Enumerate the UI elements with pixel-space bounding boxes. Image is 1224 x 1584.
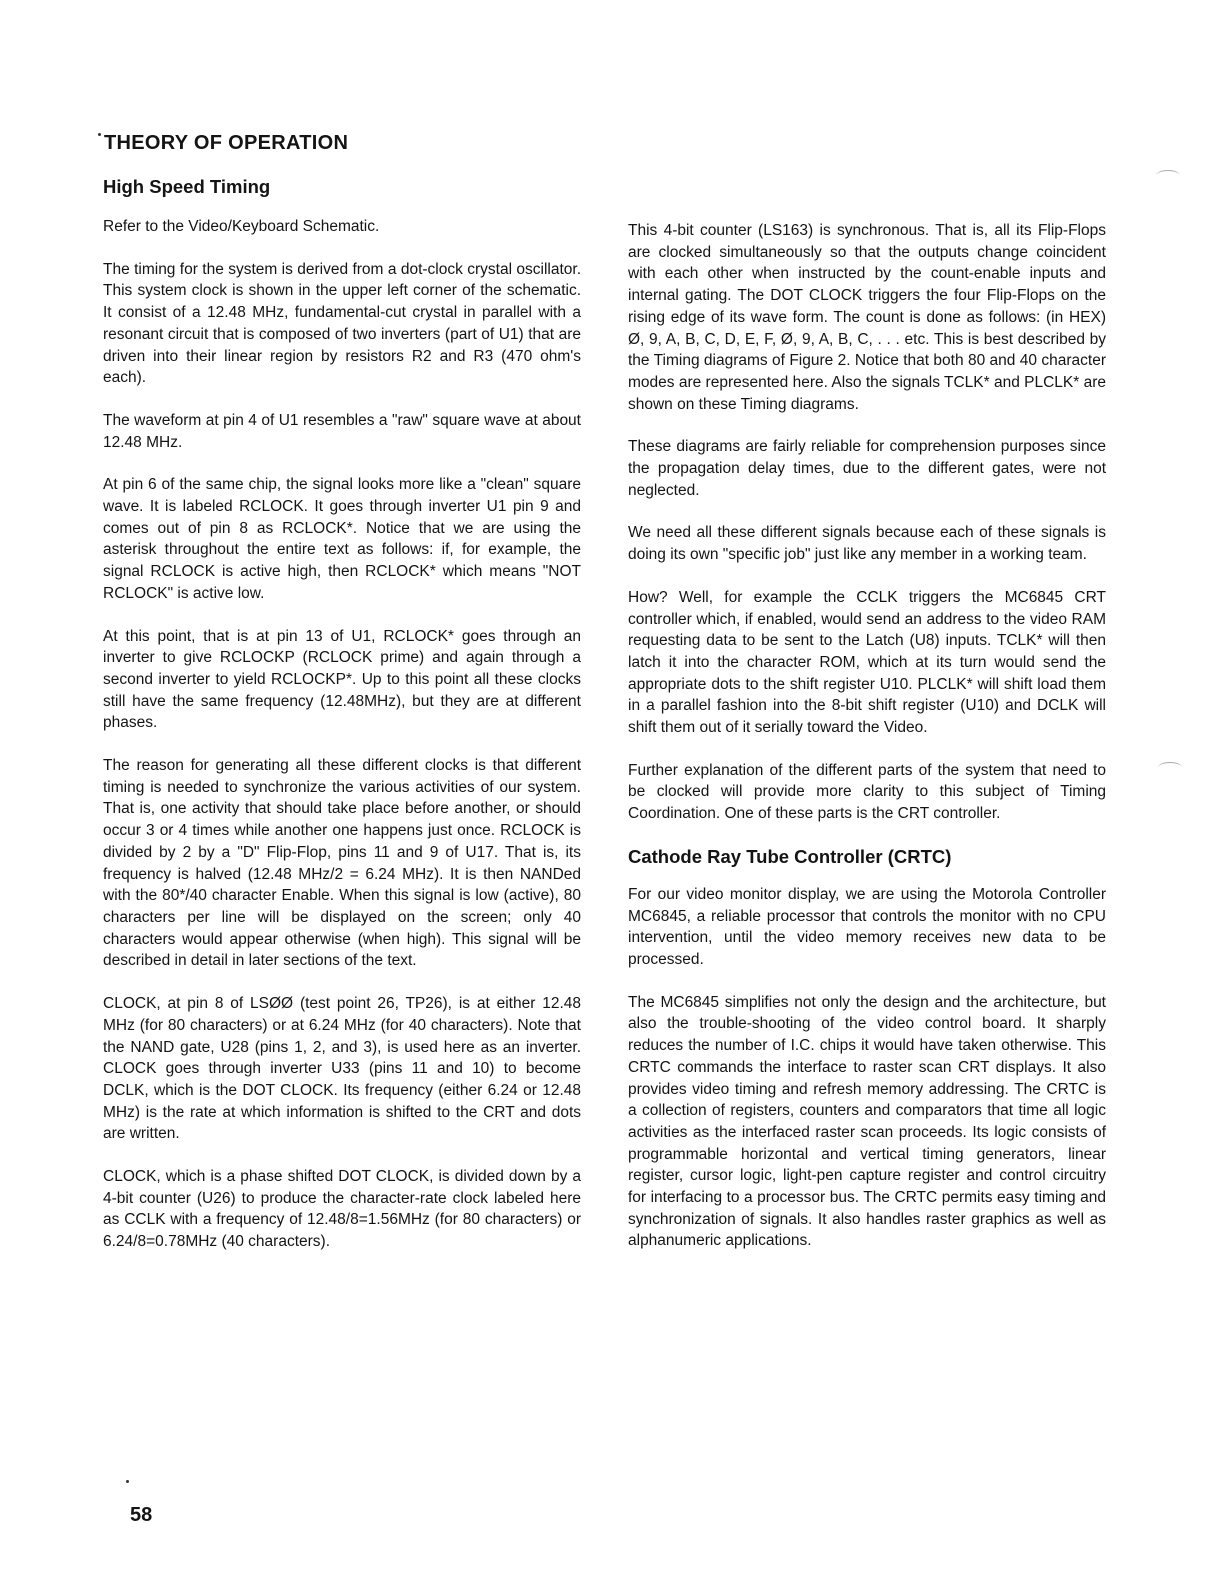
paragraph: The MC6845 simplifies not only the design and the architecture, but also the trouble-shooting of the video control board. It sharply reduces the number of I.C. chips it would have taken otherwise. This CRTC commands the interface to raster scan CRT displays. It also provides video timing and refresh memory addressing. The CRTC is a collection of registers, counters and comparators that time all logic activities as the interfaced raster scan proceeds. Its logic consists of programmable horizontal and vertical timing generators, linear register, cursor logic, light-pen capture register and control circuitry for interfacing to a processor bus. The CRTC permits easy timing and synchronization of signals. It also handles raster graphics as well as alphanumeric applications. bbox=[628, 993, 1106, 1250]
paragraph: Refer to the Video/Keyboard Schematic. bbox=[103, 218, 380, 235]
section-heading-crtc: Cathode Ray Tube Controller (CRTC) bbox=[628, 845, 952, 867]
edge-mark bbox=[1156, 170, 1180, 181]
paragraph: The waveform at pin 4 of U1 resembles a "raw" square wave at about 12.48 MHz. bbox=[103, 411, 581, 451]
paragraph: The reason for generating all these different clocks is that different timing is needed to synchronize the various activities of our system. That is, one activity that should take place before another, or should occur 3 or 4 times while another one happens just once. RCLOCK is divided by 2 by a "D" Flip-Flop, pins 11 and 9 of U17. That is, its frequency is halved (12.48 MHz/2 = 6.24 MHz). It is then NANDed with the 80*/40 character Enable. When this signal is low (active), 80 characters per line will be displayed on the screen; only 40 characters would appear otherwise (when high). This signal will be described in detail in later sections of the text. bbox=[103, 757, 581, 970]
paragraph: For our video monitor display, we are using the Motorola Controller MC6845, a reliable processor that controls the monitor with no CPU intervention, until the video memory receives new data to be processed. bbox=[628, 885, 1106, 968]
scan-dot bbox=[98, 133, 101, 136]
paragraph: These diagrams are fairly reliable for comprehension purposes since the propagation delay times, due to the different gates, were not neglected. bbox=[628, 438, 1106, 499]
paragraph: CLOCK, at pin 8 of LSØØ (test point 26, TP26), is at either 12.48 MHz (for 80 characters) or at 6.24 MHz (for 40 characters). Note that the NAND gate, U28 (pins 1, 2, and 3), is used here as an inverter. CLOCK goes through inverter U33 (pins 11 and 10) to become DCLK, which is the DOT CLOCK. Its frequency (either 6.24 or 12.48 MHz) is the rate at which information is shifted to the CRT and dots are written. bbox=[103, 995, 581, 1143]
right-column bbox=[628, 220, 1106, 1273]
paragraph: The timing for the system is derived from a dot-clock crystal oscillator. This system clock is shown in the upper left corner of the schematic. It consist of a 12.48 MHz, fundamental-cut crystal in parallel with a resonant circuit that is composed of two inverters (part of U1) that are driven into their linear region by resistors R2 and R3 (470 ohm's each). bbox=[103, 260, 581, 387]
page-title: THEORY OF OPERATION bbox=[104, 132, 349, 154]
page-number: 58 bbox=[130, 1504, 153, 1526]
paragraph: Further explanation of the different parts of the system that need to be clocked will provide more clarity to this subject of Timing Coordination. One of these parts is the CRT controller. bbox=[628, 761, 1106, 823]
paragraph: CLOCK, which is a phase shifted DOT CLOCK, is divided down by a 4-bit counter (U26) to produce the character-rate clock labeled here as CCLK with a frequency of 12.48/8=1.56MHz (for 80 characters) or 6.24/8=0.78MHz (40 characters). bbox=[103, 1168, 581, 1251]
scan-dot bbox=[126, 1480, 129, 1483]
paragraph: At pin 6 of the same chip, the signal looks more like a "clean" square wave. It is labeled RCLOCK. It goes through inverter U1 pin 9 and comes out of pin 8 as RCLOCK*. Notice that we are using the asterisk throughout the entire text as follows: if, for example, the signal RCLOCK is active high, then RCLOCK* which means "NOT RCLOCK" is active low. bbox=[103, 476, 581, 602]
edge-mark bbox=[1158, 762, 1182, 773]
paragraph: We need all these different signals because each of these signals is doing its own "specific job" just like any member in a working team. bbox=[628, 524, 1106, 564]
left-column bbox=[103, 176, 581, 1274]
paragraph: At this point, that is at pin 13 of U1, RCLOCK* goes through an inverter to give RCLOCKP (RCLOCK prime) and again through a second inverter to yield RCLOCKP*. Up to this point all these clocks still have the same frequency (12.48MHz), but they are at different phases. bbox=[103, 627, 581, 732]
paragraph: This 4-bit counter (LS163) is synchronous. That is, all its Flip-Flops are clocked simultaneously so that the outputs change coincident with each other when instructed by the count-enable inputs and internal gating. The DOT CLOCK triggers the four Flip-Flops on the rising edge of its wave form. The count is done as follows: (in HEX) Ø, 9, A, B, C, D, E, F, Ø, 9, A, B, C, . . . etc. This is best described by the Timing diagrams of Figure 2. Notice that both 80 and 40 character modes are represented here. Also the signals TCLK* and PLCLK* are shown on these Timing diagrams. bbox=[628, 222, 1106, 413]
section-heading-high-speed-timing: High Speed Timing bbox=[103, 176, 271, 197]
paragraph: How? Well, for example the CCLK triggers the MC6845 CRT controller which, if enabled, would send an address to the video RAM requesting data to be sent to the Latch (U8) inputs. TCLK* will then latch it into the character ROM, which at its turn would send the appropriate dots to the shift register U10. PLCLK* will shift load them in a parallel fashion into the 8-bit shift register (U10) and DCLK will shift them out of it serially toward the Video. bbox=[628, 588, 1106, 737]
